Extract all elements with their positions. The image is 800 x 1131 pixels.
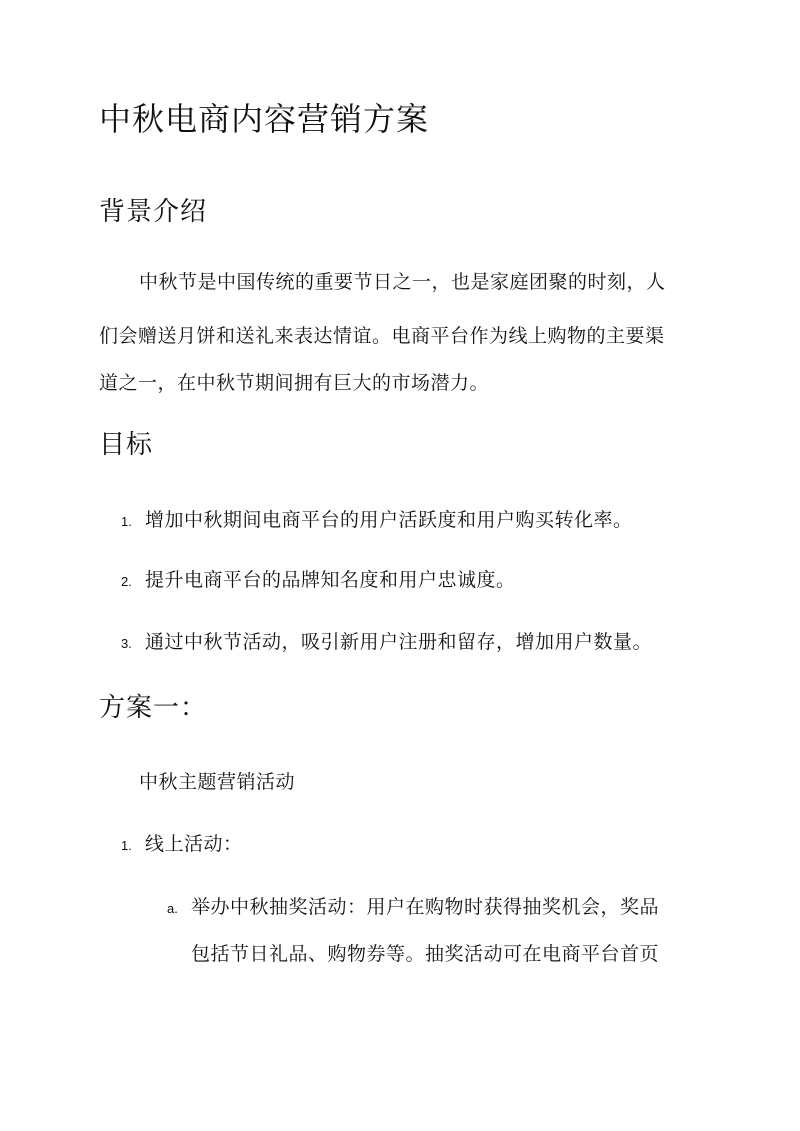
goal-item-number: 1. xyxy=(121,514,132,529)
document-title: 中秋电商内容营销方案 xyxy=(99,100,430,138)
goal-item-text: 提升电商平台的品牌知名度和用户忠诚度。 xyxy=(145,569,516,591)
background-paragraph-line-3: 道之一，在中秋节期间拥有巨大的市场潜力。 xyxy=(99,372,490,394)
plan-item-number: 1. xyxy=(121,838,132,853)
goal-item-text: 通过中秋节活动，吸引新用户注册和留存，增加用户数量。 xyxy=(145,631,653,653)
goal-item-number: 2. xyxy=(121,574,132,589)
plan-one-heading: 方案一： xyxy=(99,693,208,723)
plan-subitem-line-2: 包括节日礼品、购物券等。抽奖活动可在电商平台首页 xyxy=(191,943,660,965)
plan-one-subtitle: 中秋主题营销活动 xyxy=(139,771,296,793)
goal-item-number: 3. xyxy=(121,636,132,651)
background-paragraph-line-2: 们会赠送月饼和送礼来表达情谊。电商平台作为线上购物的主要渠 xyxy=(99,325,665,347)
plan-subitem-letter: a. xyxy=(167,901,178,916)
background-heading: 背景介绍 xyxy=(99,197,208,227)
plan-item-text: 线上活动： xyxy=(145,833,243,855)
goals-heading: 目标 xyxy=(99,430,154,460)
plan-subitem-line-1: 举办中秋抽奖活动：用户在购物时获得抽奖机会，奖品 xyxy=(191,896,660,918)
goal-item-text: 增加中秋期间电商平台的用户活跃度和用户购买转化率。 xyxy=(145,509,633,531)
background-paragraph-line-1: 中秋节是中国传统的重要节日之一，也是家庭团聚的时刻，人 xyxy=(139,271,666,293)
